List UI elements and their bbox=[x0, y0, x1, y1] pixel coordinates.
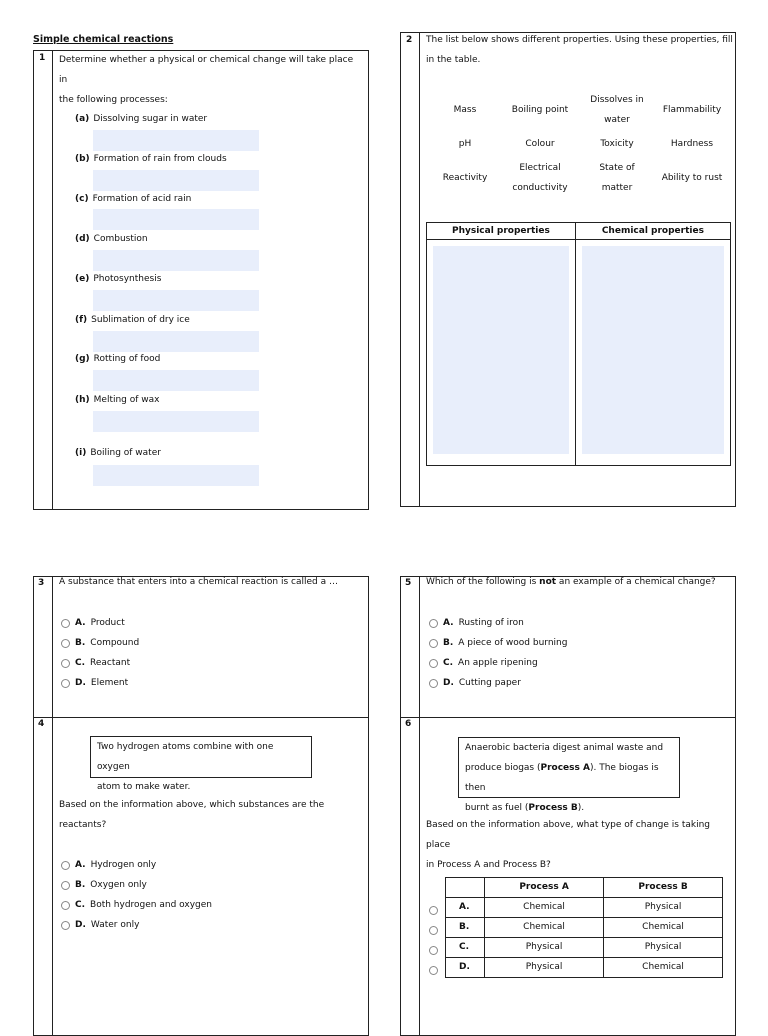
radio-button[interactable] bbox=[429, 619, 438, 628]
info-box: Two hydrogen atoms combine with one oxygen atom to make water. bbox=[90, 736, 312, 778]
radio-button[interactable] bbox=[61, 679, 70, 688]
option-a[interactable]: A. Hydrogen only bbox=[61, 860, 156, 871]
property-hardness: Hardness bbox=[670, 139, 714, 149]
column-header-process-a: Process A bbox=[485, 878, 604, 898]
answer-field-c[interactable] bbox=[93, 209, 259, 230]
sub-question-d: (d) Combustion bbox=[75, 234, 148, 244]
radio-button[interactable] bbox=[429, 679, 438, 688]
question-5-stem: Which of the following is not an example of a chemical change? bbox=[426, 577, 716, 587]
property-ability-to-rust: Ability to rust bbox=[661, 173, 723, 183]
column-header-chemical: Chemical properties bbox=[575, 223, 730, 240]
option-d[interactable]: D. Element bbox=[61, 678, 128, 689]
question-4-stem: Based on the information above, which substances are the reactants? bbox=[59, 800, 325, 830]
radio-button[interactable] bbox=[61, 901, 70, 910]
radio-button-d[interactable] bbox=[429, 966, 438, 975]
question-number: 5 bbox=[405, 578, 412, 588]
option-a[interactable]: A. Rusting of iron bbox=[429, 618, 524, 629]
radio-button[interactable] bbox=[429, 639, 438, 648]
radio-button[interactable] bbox=[61, 861, 70, 870]
radio-button[interactable] bbox=[61, 639, 70, 648]
info-box: Anaerobic bacteria digest animal waste and produce biogas (Process A). The biogas is then burnt as fuel (Process B). bbox=[458, 737, 680, 798]
sub-question-e: (e) Photosynthesis bbox=[75, 274, 162, 284]
answer-field-f[interactable] bbox=[93, 331, 259, 352]
property-reactivity: Reactivity bbox=[442, 173, 488, 183]
option-b[interactable]: B. Compound bbox=[61, 638, 139, 649]
option-b[interactable]: B. Oxygen only bbox=[61, 880, 147, 891]
radio-button[interactable] bbox=[61, 659, 70, 668]
radio-button-c[interactable] bbox=[429, 946, 438, 955]
answer-field-a[interactable] bbox=[93, 130, 259, 151]
radio-button[interactable] bbox=[61, 921, 70, 930]
question-6-stem: Based on the information above, what type of change is taking place in Process A and Process B? bbox=[426, 820, 710, 870]
answer-field-d[interactable] bbox=[93, 250, 259, 271]
property-flammability: Flammability bbox=[662, 105, 722, 115]
question-number: 4 bbox=[38, 719, 45, 729]
question-1-stem: Determine whether a physical or chemical change will take place in the following processes: bbox=[59, 55, 354, 105]
property-mass: Mass bbox=[453, 105, 477, 115]
option-b[interactable]: B. A piece of wood burning bbox=[429, 638, 567, 649]
property-colour: Colour bbox=[525, 139, 555, 149]
radio-button-b[interactable] bbox=[429, 926, 438, 935]
column-header-physical: Physical properties bbox=[427, 223, 576, 240]
sub-question-f: (f) Sublimation of dry ice bbox=[75, 315, 190, 325]
question-2-stem: The list below shows different properties. Using these properties, fill in the table. bbox=[426, 35, 733, 65]
answer-field-g[interactable] bbox=[93, 370, 259, 391]
answer-field-b[interactable] bbox=[93, 170, 259, 191]
column-header-process-b: Process B bbox=[604, 878, 723, 898]
sub-question-i: (i) Boiling of water bbox=[75, 448, 161, 458]
radio-button[interactable] bbox=[61, 881, 70, 890]
radio-button-a[interactable] bbox=[429, 906, 438, 915]
answer-field-e[interactable] bbox=[93, 290, 259, 311]
page-title: Simple chemical reactions bbox=[33, 34, 174, 45]
table-row: D. Physical Chemical bbox=[446, 958, 723, 978]
option-c[interactable]: C. An apple ripening bbox=[429, 658, 538, 669]
property-electrical-conductivity: Electrical conductivity bbox=[512, 163, 568, 193]
sub-question-h: (h) Melting of wax bbox=[75, 395, 160, 405]
property-state-of-matter: State of matter bbox=[599, 163, 635, 193]
property-ph: pH bbox=[458, 139, 472, 149]
option-a[interactable]: A. Product bbox=[61, 618, 125, 629]
property-toxicity: Toxicity bbox=[600, 139, 634, 149]
sub-question-a: (a) Dissolving sugar in water bbox=[75, 114, 208, 124]
answer-field-i[interactable] bbox=[93, 465, 259, 486]
physical-properties-field[interactable] bbox=[433, 246, 569, 454]
question-number: 1 bbox=[39, 53, 46, 63]
sub-question-c: (c) Formation of acid rain bbox=[75, 194, 192, 204]
question-number: 3 bbox=[38, 578, 45, 588]
sub-question-g: (g) Rotting of food bbox=[75, 354, 161, 364]
table-row: B. Chemical Chemical bbox=[446, 918, 723, 938]
question-3-stem: A substance that enters into a chemical reaction is called a … bbox=[59, 577, 338, 587]
property-dissolves-in-water: Dissolves in water bbox=[590, 95, 644, 125]
radio-button[interactable] bbox=[61, 619, 70, 628]
properties-table bbox=[426, 222, 731, 466]
option-c[interactable]: C. Reactant bbox=[61, 658, 130, 669]
process-table bbox=[445, 877, 723, 978]
answer-field-h[interactable] bbox=[93, 411, 259, 432]
question-number: 2 bbox=[406, 35, 413, 45]
question-number: 6 bbox=[405, 719, 412, 729]
option-d[interactable]: D. Water only bbox=[61, 920, 139, 931]
table-row: A. Chemical Physical bbox=[446, 898, 723, 918]
table-row: C. Physical Physical bbox=[446, 938, 723, 958]
option-c[interactable]: C. Both hydrogen and oxygen bbox=[61, 900, 212, 911]
sub-question-b: (b) Formation of rain from clouds bbox=[75, 154, 227, 164]
chemical-properties-field[interactable] bbox=[582, 246, 724, 454]
radio-button[interactable] bbox=[429, 659, 438, 668]
option-d[interactable]: D. Cutting paper bbox=[429, 678, 521, 689]
property-boiling-point: Boiling point bbox=[511, 105, 569, 115]
